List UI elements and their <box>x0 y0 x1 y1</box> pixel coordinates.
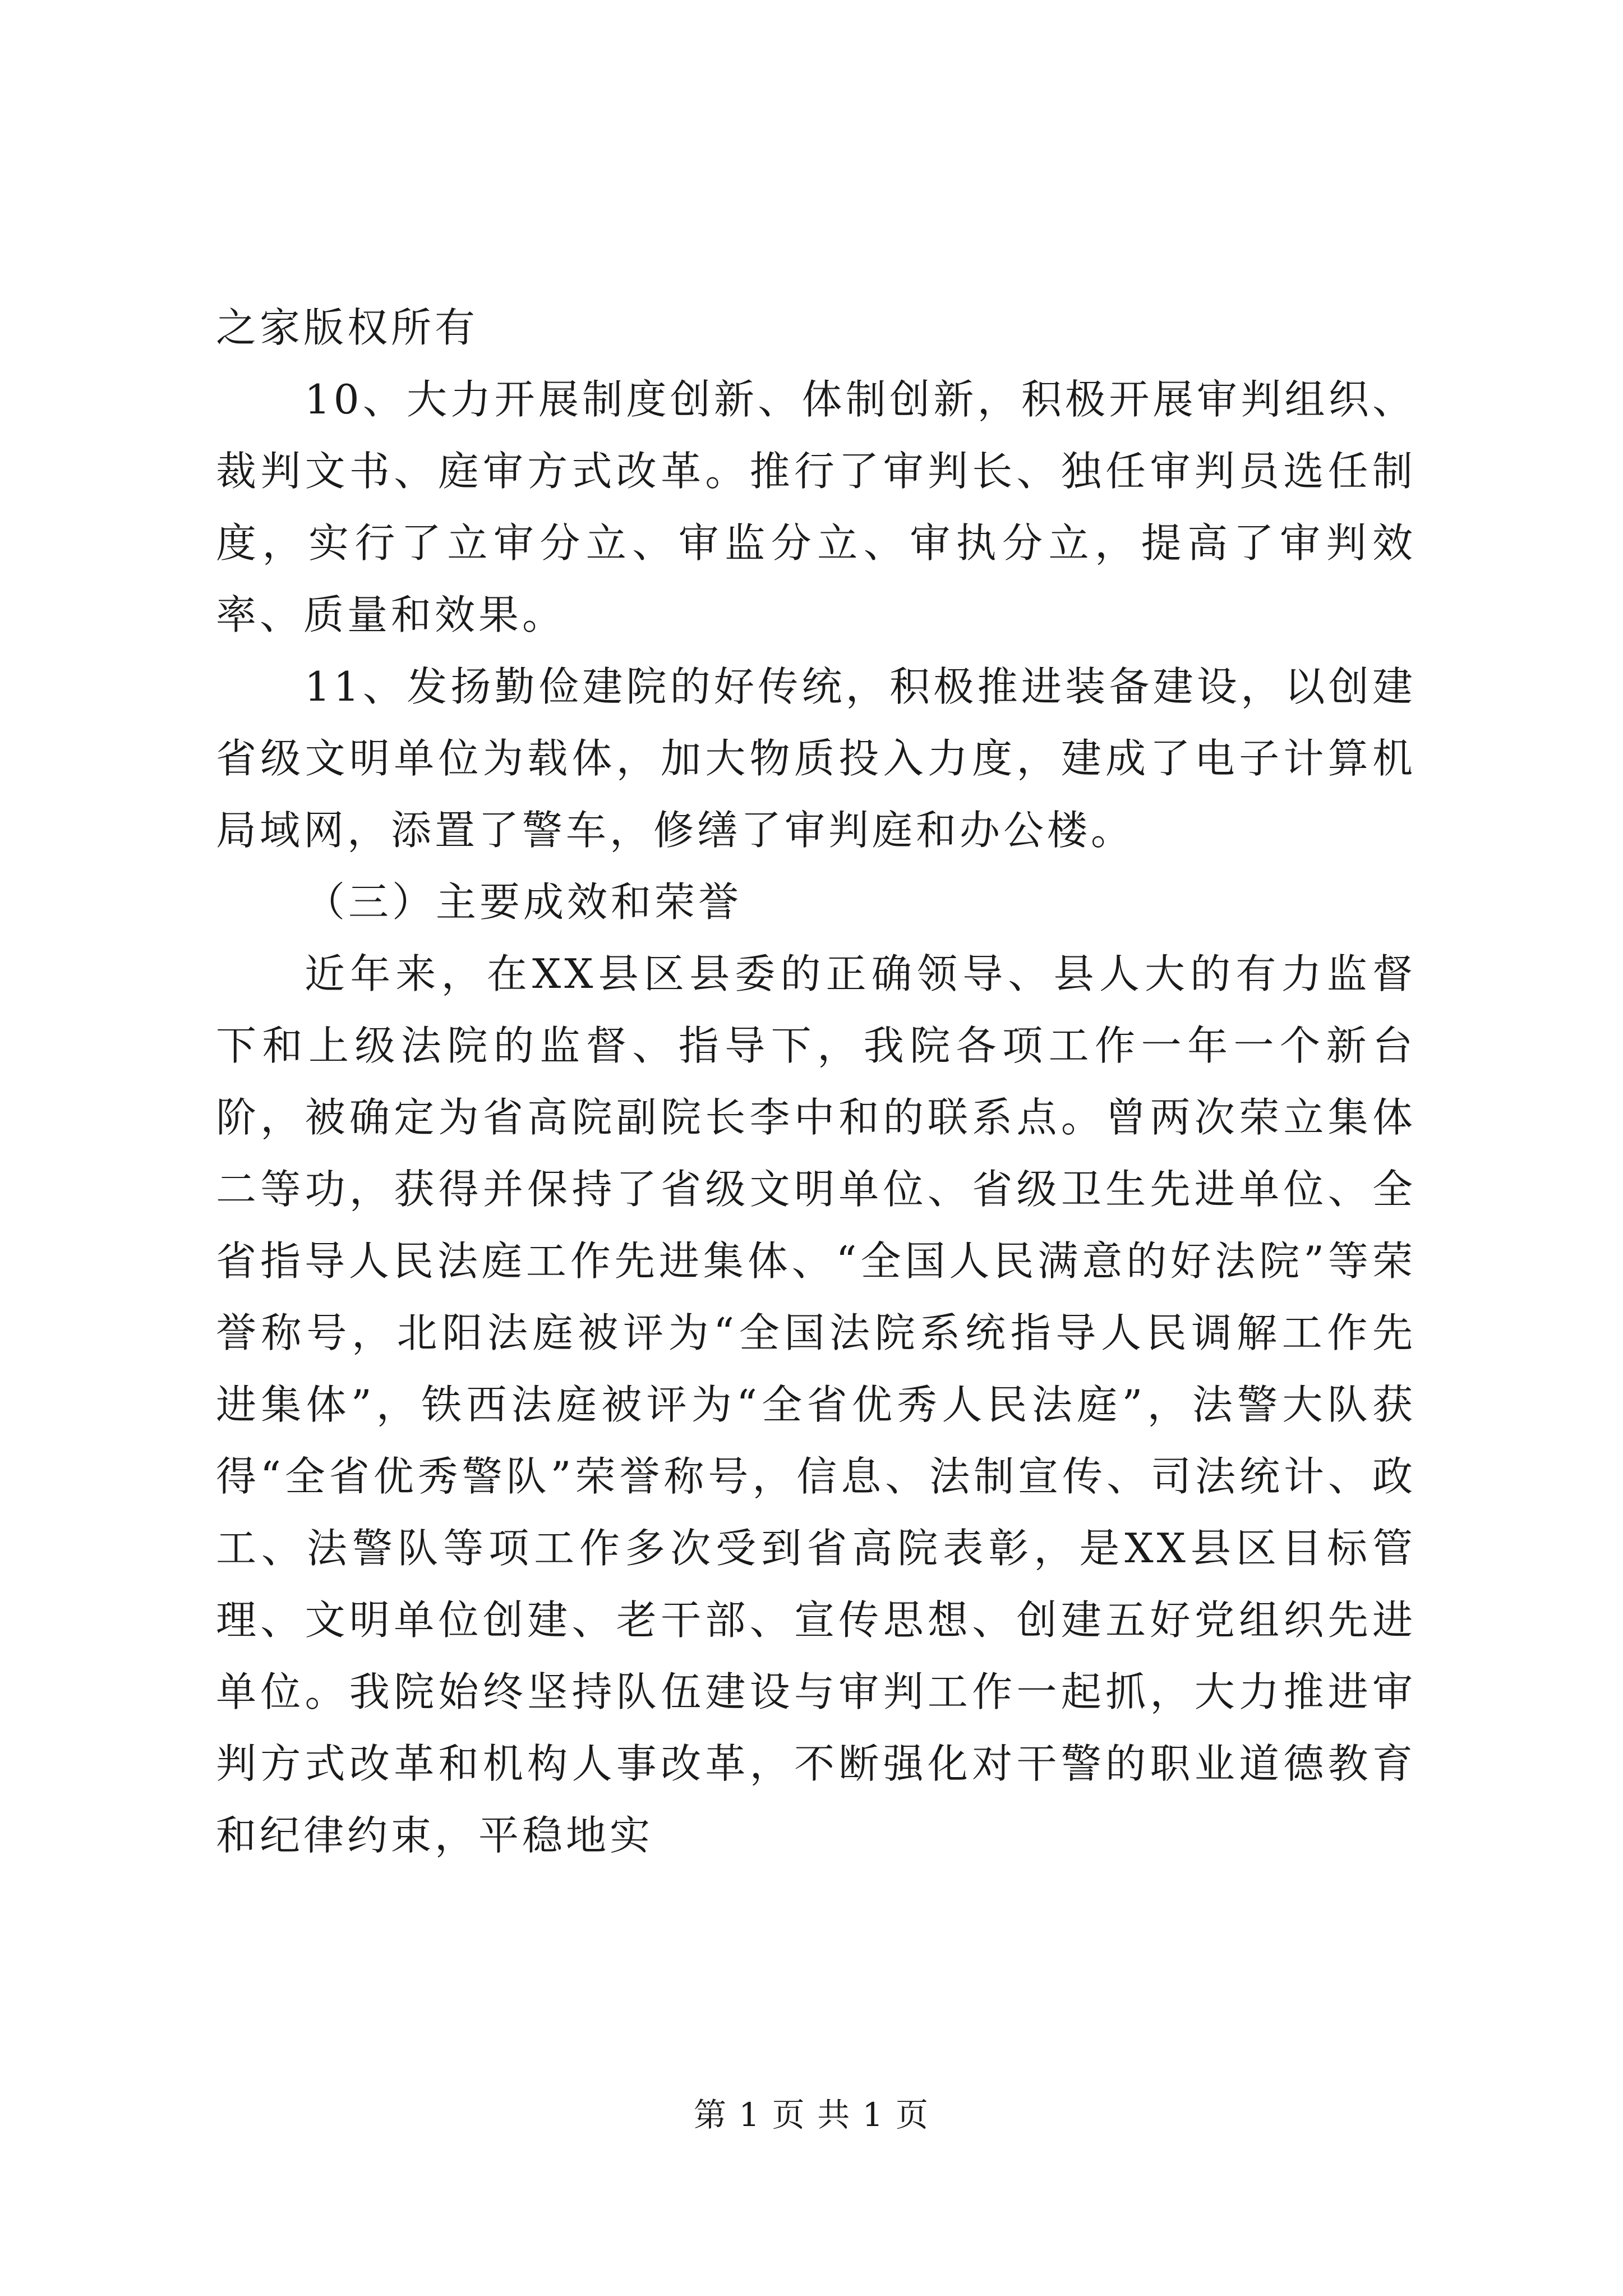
paragraph-item-11: 11、发扬勤俭建院的好传统，积极推进装备建设，以创建省级文明单位为载体，加大物质投入力度，建成了电子计算机局域网，添置了警车，修缮了审判庭和办公楼。 <box>216 663 1416 854</box>
paragraph-achievements: 近年来，在XX县区县委的正确领导、县人大的有力监督下和上级法院的监督、指导下，我院各项工作一年一个新台阶，被确定为省高院副院长李中和的联系点。曾两次荣立集体二等功，获得并保持了省级文明单位、省级卫生先进单位、全省指导人民法庭工作先进集体、“全国人民满意的好法院”等荣誉称号，北阳法庭被评为“全国法院系统指导人民调解工作先进集体”，铁西法庭被评为“全省优秀人民法庭”，法警大队获得“全省优秀警队”荣誉称号，信息、法制宣传、司法统计、政工、法警队等项工作多次受到省高院表彰，是XX县区目标管理、文明单位创建、老干部、宣传思想、创建五好党组织先进单位。我院始终坚持队伍建设与审判工作一起抓，大力推进审判方式改革和机构人事改革，不断强化对干警的职业道德教育和纪律约束，平稳地实 <box>216 950 1416 1859</box>
section-heading: （三）主要成效和荣誉 <box>305 878 743 926</box>
paragraph-item-10: 10、大力开展制度创新、体制创新，积极开展审判组织、裁判文书、庭审方式改革。推行了审判长、独任审判员选任制度，实行了立审分立、审监分立、审执分立，提高了审判效率、质量和效果。 <box>216 376 1416 638</box>
page-footer: 第 1 页 共 1 页 <box>694 2096 929 2134</box>
paragraph-continuation: 之家版权所有 <box>216 304 479 351</box>
document-body <box>216 292 1416 1871</box>
